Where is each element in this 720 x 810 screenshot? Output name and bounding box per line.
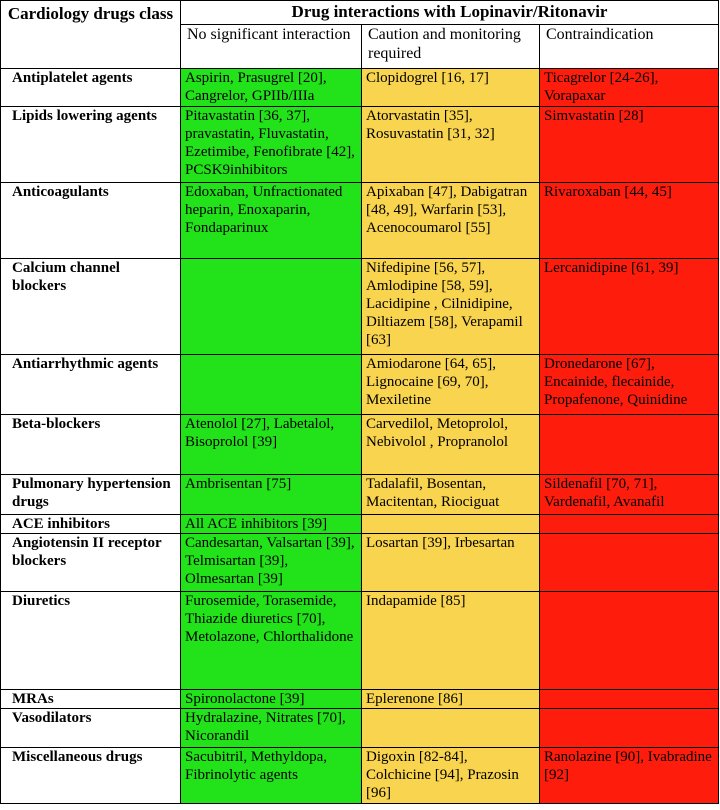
contraindication-cell: Dronedarone [67], Encainide, flecainide, Propafenone, Quinidine xyxy=(540,355,719,415)
table-row xyxy=(1,515,719,534)
header-caution-monitoring: Caution and monitoring required xyxy=(362,25,540,69)
table-row xyxy=(1,475,719,515)
no-interaction-cell: Ambrisentan [75] xyxy=(181,475,362,515)
caution-cell: Nifedipine [56, 57], Amlodipine [58, 59], Lacidipine , Cilnidipine, Diltiazem [58], Verapamil [63] xyxy=(362,259,540,355)
caution-cell: Eplerenone [86] xyxy=(362,690,540,709)
header-contraindication: Contraindication xyxy=(540,25,719,69)
contraindication-cell xyxy=(540,592,719,690)
table-row xyxy=(1,709,719,748)
drug-class-cell: Miscellaneous drugs xyxy=(1,748,181,804)
no-interaction-cell: All ACE inhibitors [39] xyxy=(181,515,362,534)
no-interaction-cell: Pitavastatin [36, 37], pravastatin, Fluvastatin, Ezetimibe, Fenofibrate [42], PCSK9inhibitors xyxy=(181,107,362,183)
contraindication-cell xyxy=(540,690,719,709)
drug-class-cell: Antiplatelet agents xyxy=(1,69,181,107)
no-interaction-cell: Edoxaban, Unfractionated heparin, Enoxaparin, Fondaparinux xyxy=(181,183,362,259)
contraindication-cell xyxy=(540,515,719,534)
table-row xyxy=(1,107,719,183)
drug-class-cell: Vasodilators xyxy=(1,709,181,748)
no-interaction-cell: Candesartan, Valsartan [39], Telmisartan [39], Olmesartan [39] xyxy=(181,534,362,592)
table-body xyxy=(1,69,719,804)
caution-cell: Digoxin [82-84], Colchicine [94], Prazosin [96] xyxy=(362,748,540,804)
drug-class-cell: Anticoagulants xyxy=(1,183,181,259)
caution-cell: Amiodarone [64, 65], Lignocaine [69, 70], Mexiletine xyxy=(362,355,540,415)
no-interaction-cell: Hydralazine, Nitrates [70], Nicorandil xyxy=(181,709,362,748)
table-row xyxy=(1,259,719,355)
contraindication-cell: Sildenafil [70, 71], Vardenafil, Avanafil xyxy=(540,475,719,515)
contraindication-cell xyxy=(540,415,719,475)
header-no-significant-interaction: No significant interaction xyxy=(181,25,362,69)
header-row-main xyxy=(1,1,719,25)
no-interaction-cell: Sacubitril, Methyldopa, Fibrinolytic agents xyxy=(181,748,362,804)
caution-cell: Indapamide [85] xyxy=(362,592,540,690)
contraindication-cell xyxy=(540,534,719,592)
drug-class-cell: Antiarrhythmic agents xyxy=(1,355,181,415)
drug-class-cell: ACE inhibitors xyxy=(1,515,181,534)
drug-class-cell: Calcium channel blockers xyxy=(1,259,181,355)
contraindication-cell: Rivaroxaban [44, 45] xyxy=(540,183,719,259)
table-row xyxy=(1,690,719,709)
contraindication-cell: Lercanidipine [61, 39] xyxy=(540,259,719,355)
contraindication-cell: Simvastatin [28] xyxy=(540,107,719,183)
contraindication-cell xyxy=(540,709,719,748)
no-interaction-cell: Furosemide, Torasemide, Thiazide diuretics [70], Metolazone, Chlorthalidone xyxy=(181,592,362,690)
no-interaction-cell: Aspirin, Prasugrel [20], Cangrelor, GPIIb/IIIa xyxy=(181,69,362,107)
table-row xyxy=(1,748,719,804)
no-interaction-cell xyxy=(181,259,362,355)
drug-class-cell: Diuretics xyxy=(1,592,181,690)
drug-class-cell: Pulmonary hypertension drugs xyxy=(1,475,181,515)
table-row xyxy=(1,69,719,107)
caution-cell: Carvedilol, Metoprolol, Nebivolol , Propranolol xyxy=(362,415,540,475)
table-row xyxy=(1,415,719,475)
table-row xyxy=(1,183,719,259)
caution-cell xyxy=(362,709,540,748)
caution-cell: Losartan [39], Irbesartan xyxy=(362,534,540,592)
contraindication-cell: Ranolazine [90], Ivabradine [92] xyxy=(540,748,719,804)
drug-class-cell: MRAs xyxy=(1,690,181,709)
caution-cell xyxy=(362,515,540,534)
table-row xyxy=(1,534,719,592)
drug-class-cell: Lipids lowering agents xyxy=(1,107,181,183)
no-interaction-cell: Spironolactone [39] xyxy=(181,690,362,709)
contraindication-cell: Ticagrelor [24-26], Vorapaxar xyxy=(540,69,719,107)
drug-class-cell: Beta-blockers xyxy=(1,415,181,475)
table-row xyxy=(1,592,719,690)
header-drug-class: Cardiology drugs class xyxy=(1,1,181,69)
caution-cell: Clopidogrel [16, 17] xyxy=(362,69,540,107)
caution-cell: Apixaban [47], Dabigatran [48, 49], Warfarin [53], Acenocoumarol [55] xyxy=(362,183,540,259)
table-row xyxy=(1,355,719,415)
caution-cell: Atorvastatin [35], Rosuvastatin [31, 32] xyxy=(362,107,540,183)
drug-class-cell: Angiotensin II receptor blockers xyxy=(1,534,181,592)
header-interactions-title: Drug interactions with Lopinavir/Ritonavir xyxy=(181,1,719,25)
caution-cell: Tadalafil, Bosentan, Macitentan, Riociguat xyxy=(362,475,540,515)
no-interaction-cell xyxy=(181,355,362,415)
no-interaction-cell: Atenolol [27], Labetalol, Bisoprolol [39] xyxy=(181,415,362,475)
